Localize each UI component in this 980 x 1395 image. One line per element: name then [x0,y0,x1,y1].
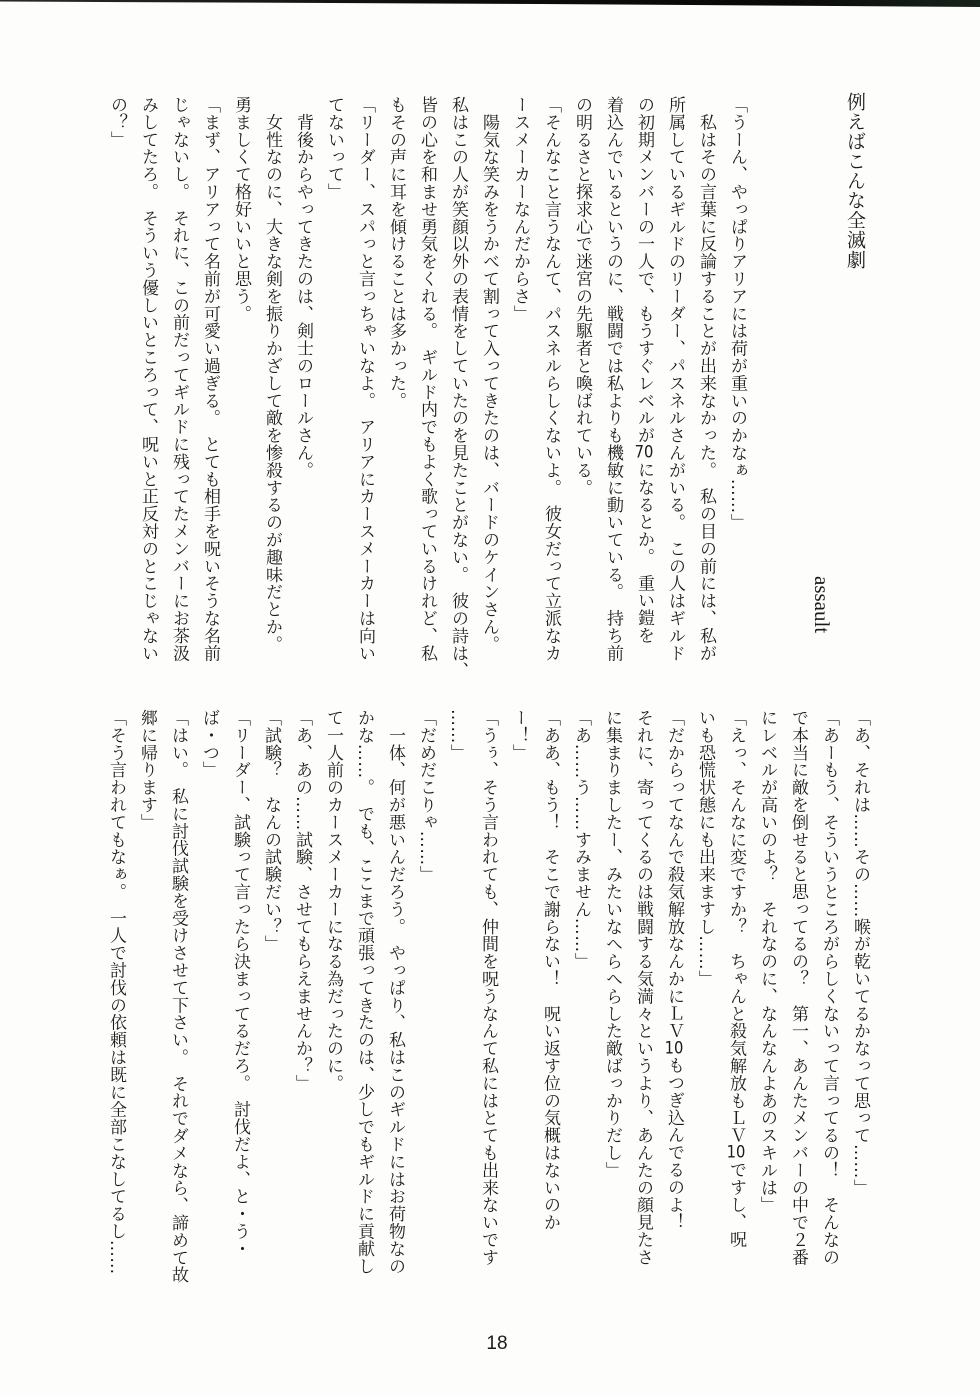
text-line: 女性なのに、大きな剣を振りかざして敵を惨殺するのが趣味だとか。 [262,96,282,653]
text-line: 「そう言われてもなぁ。 一人で討伐の依頼は既に全部こなしてるし…… [106,709,126,1275]
text-line: の初期メンバーの一人で、もうすぐレベルが70になるとか。 重い鎧を [634,96,654,644]
text-line: ースメーカーなんだからさ」 [510,96,530,323]
text-block-lower [100,709,875,1309]
text-line: の？」 [107,96,127,149]
text-line: 私はその言葉に反論することが出来なかった。 私の目の前には、私が [696,96,716,662]
text-line: 「あーもう、そういうところがらしくないって言ってるの！ そんなの [819,709,839,1266]
text-line: 「あ、それは……その……喉が乾いてるかなって思って……」 [850,709,870,1197]
text-line: 「うーん、やっぱりアリアには荷が重いのかなぁ……」 [727,96,747,531]
text-line: それに、寄ってくるのは戦闘する気満々というより、あんたの顔見たさ [633,709,653,1266]
page-number: 18 [486,1333,508,1354]
text-line: 「ああ、もう！ そこで謝らない！ 呪い返す位の気概はないのか [540,709,560,1231]
text-line: 「リーダー、試験って言ったら決まってるだろ。 討伐だよ、と・う・ [230,709,250,1258]
chapter-title: 例えばこんな全滅劇 [844,92,866,270]
text-line: 「うぅ、そう言われても、仲間を呪うなんて私にはとても出来ないです [478,709,498,1266]
text-line: ー！」 [509,709,529,762]
text-line: にレベルが高いのよ？ それなのに、なんなんよあのスキルは」 [757,709,777,1214]
text-line: で本当に敵を倒せると思ってるの？ 第一、あんたメンバーの中で２番 [788,709,808,1266]
text-line: みしてたろ。 そういう優しいところって、呪いと正反対のとこじゃない [138,96,158,662]
text-line: てないって」 [324,96,344,201]
text-line: 「だめだこりゃ……」 [416,709,436,883]
text-line: 陽気な笑みをうかべて割って入ってきたのは、バードのケインさん。 [479,96,499,653]
text-line: 「そんなこと言うなんて、パスネルらしくないよ。 彼女だって立派なカ [541,96,561,662]
text-line: 一体、何が悪いんだろう。 やっぱり、私はこのギルドにはお荷物なの [385,709,405,1275]
text-line: かな……。 でも、ここまで頑張ってきたのは、少しでもギルドに貢献し [354,709,374,1275]
text-line: 「リーダー、スパっと言っちゃいなよ。 アリアにカースメーカーは向い [355,96,375,662]
text-block-upper [101,96,752,696]
text-line: て一人前のカースメーカーになる為だったのに。 [323,709,343,1092]
text-line: 「試験？ なんの試験だい？」 [261,709,281,953]
text-line: 皆の心を和ませ勇気をくれる。 ギルド内でもよく歌っているけれど、私 [417,96,437,662]
text-line: の明るさと探求心で迷宮の先駆者と喚ばれている。 [572,96,592,497]
text-line: いも恐慌状態にも出来ますし……」 [695,709,715,988]
text-line: 着込んでいるというのに、戦闘では私よりも機敏に動いている。 持ち前 [603,96,623,662]
text-line: ば・つ」 [199,709,219,779]
text-line: ……」 [447,709,467,762]
text-line: 背後からやってきたのは、剣士のロールさん。 [293,96,313,479]
text-line: に集まりましたー、みたいなへらへらした敵ばっかりだし」 [602,709,622,1179]
text-line: 「あ……う……すみません……」 [571,709,591,970]
text-line: 「あ、あの……試験、させてもらえませんか？」 [292,709,312,1092]
author-name: assault [810,576,834,634]
text-line: 「はい。 私に討伐試験を受けさせて下さい。 それでダメなら、諦めて故 [168,709,188,1284]
text-line: 「えっ、そんなに変ですか？ ちゃんと殺気解放もＬＶ10ですし、呪 [726,709,746,1248]
text-line: 私はこの人が笑顔以外の表情をしていたのを見たことがない。 彼の詩は、 [448,96,468,680]
text-line: もその声に耳を傾けることは多かった。 [386,96,406,410]
text-line: 勇ましくて格好いいと思う。 [231,96,251,323]
text-line: 「だからってなんで殺気解放なんかにＬＶ10もつぎ込んでるのよ！ [664,709,684,1231]
text-line: じゃないし。 それに、この前だってギルドに残ってたメンバーにお茶汲 [169,96,189,662]
text-line: 所属しているギルドのリーダー、パスネルさんがいる。 この人はギルド [665,96,685,662]
text-line: 郷に帰ります」 [137,709,157,831]
text-line: 「まず、アリアって名前が可愛い過ぎる。 とても相手を呪いそうな名前 [200,96,220,662]
scan-edge-shadow [0,0,980,7]
